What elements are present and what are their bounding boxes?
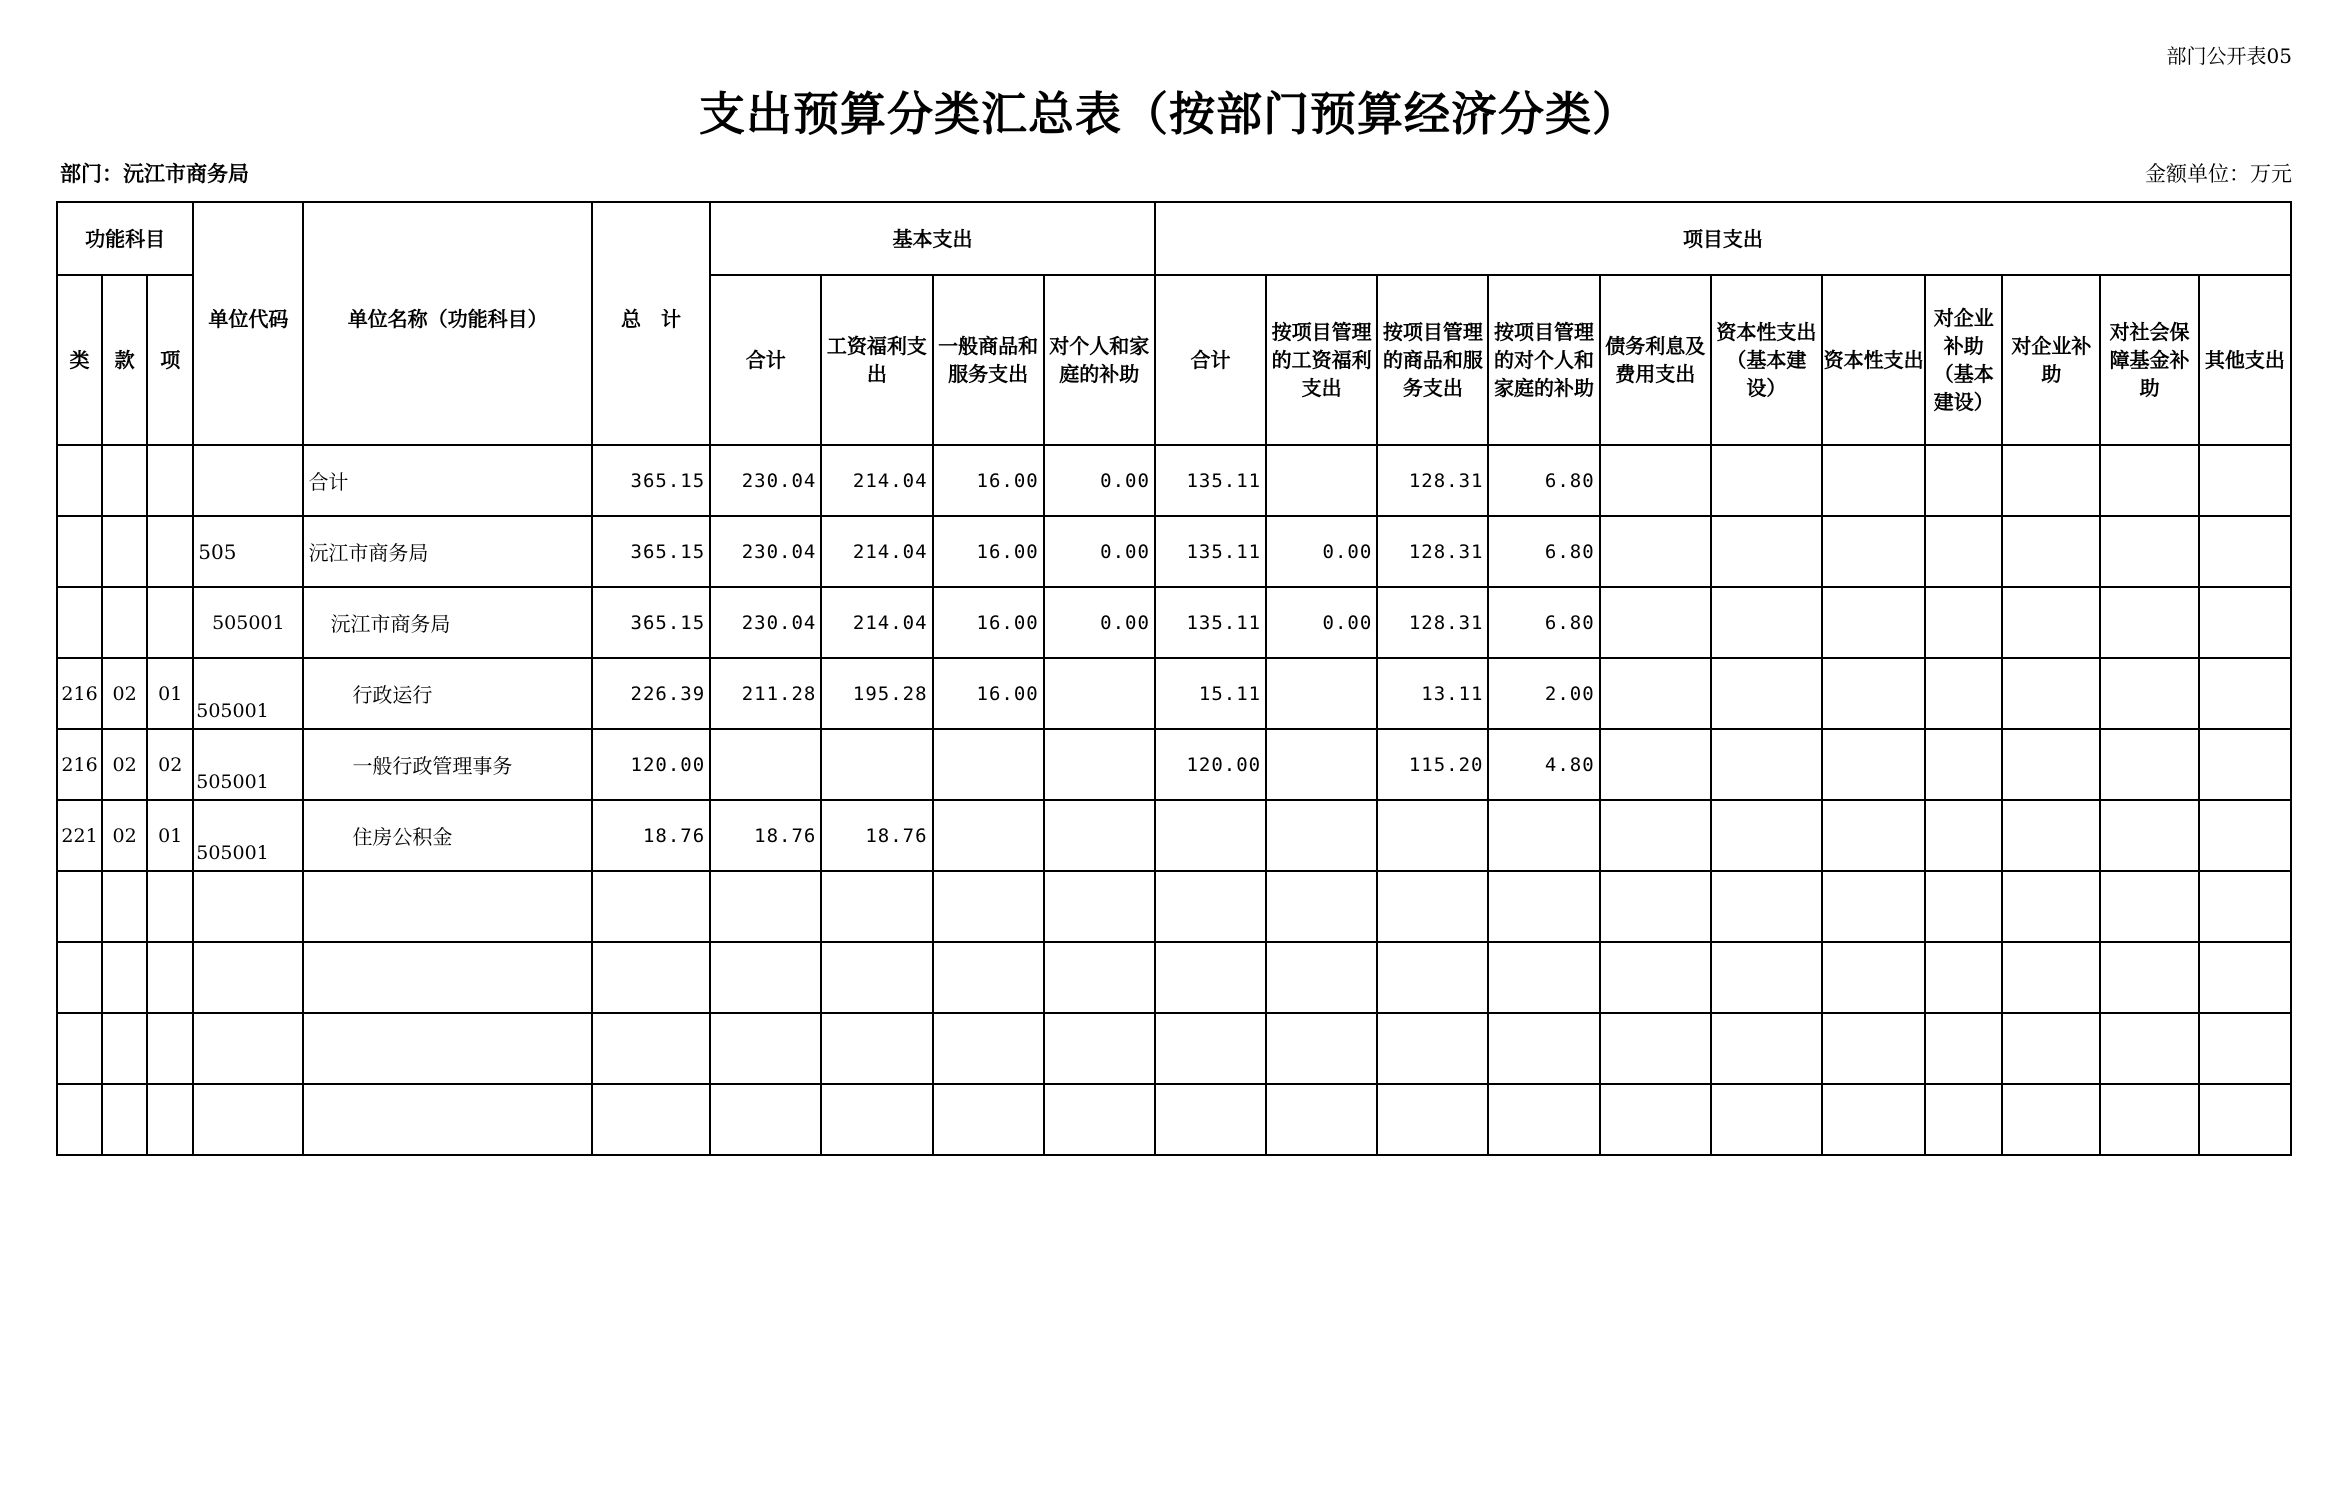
cell-b-sum: 230.04 [710,445,821,516]
cell-unit-name: 一般行政管理事务 [303,729,592,800]
empty-cell [1377,1013,1488,1084]
cell-b-sum: 18.76 [710,800,821,871]
cell-xiang [147,445,193,516]
cell-unit-name: 沅江市商务局 [303,516,592,587]
header-total: 总 计 [592,202,710,445]
header-project-enterprise: 对企业补助 [2002,275,2100,445]
cell-p-cap [1822,445,1925,516]
cell-p-ent_base [1925,445,2002,516]
cell-b-goods [933,800,1044,871]
cell-p-goods [1377,800,1488,871]
header-project-debt: 债务利息及费用支出 [1600,275,1711,445]
empty-cell [1600,942,1711,1013]
empty-cell [933,871,1044,942]
cell-p-debt [1600,658,1711,729]
empty-cell [102,942,147,1013]
empty-cell [1266,1013,1377,1084]
cell-p-goods: 128.31 [1377,516,1488,587]
cell-b-sum: 230.04 [710,587,821,658]
empty-cell [147,1013,193,1084]
cell-p-other [2199,658,2291,729]
cell-p-personal: 6.80 [1488,445,1599,516]
empty-cell [1925,1084,2002,1155]
empty-cell [592,1013,710,1084]
cell-p-sum: 15.11 [1155,658,1266,729]
cell-unit-code: 505 [193,516,303,587]
cell-p-cap_base [1711,587,1822,658]
cell-kuan [102,516,147,587]
header-project-goods: 按项目管理的商品和服务支出 [1377,275,1488,445]
cell-p-goods: 128.31 [1377,587,1488,658]
cell-p-wage [1266,729,1377,800]
cell-kuan [102,445,147,516]
empty-cell [821,1084,932,1155]
cell-lei: 216 [57,729,102,800]
cell-p-ent [2002,658,2100,729]
cell-unit-name: 沅江市商务局 [303,587,592,658]
empty-cell [193,1084,303,1155]
cell-p-cap [1822,516,1925,587]
cell-p-ent [2002,516,2100,587]
cell-p-debt [1600,587,1711,658]
cell-p-ent_base [1925,587,2002,658]
cell-b-goods [933,729,1044,800]
cell-b-personal: 0.00 [1044,516,1155,587]
empty-cell [821,942,932,1013]
cell-p-social [2100,445,2198,516]
budget-table [56,201,2292,1156]
empty-cell [57,1084,102,1155]
empty-cell [303,942,592,1013]
empty-cell [102,1013,147,1084]
cell-p-other [2199,445,2291,516]
cell-xiang [147,516,193,587]
header-project-capital: 资本性支出 [1822,275,1925,445]
header-project-personal: 按项目管理的对个人和家庭的补助 [1488,275,1599,445]
cell-p-sum: 135.11 [1155,587,1266,658]
empty-cell [57,1013,102,1084]
cell-p-ent [2002,587,2100,658]
cell-p-cap_base [1711,445,1822,516]
empty-cell [1822,942,1925,1013]
cell-p-ent_base [1925,729,2002,800]
cell-total: 365.15 [592,587,710,658]
empty-cell [710,1013,821,1084]
empty-cell [1155,871,1266,942]
header-kuan: 款 [102,275,147,445]
cell-p-social [2100,658,2198,729]
empty-cell [147,942,193,1013]
empty-cell [147,1084,193,1155]
cell-total: 120.00 [592,729,710,800]
table-row [57,658,2291,729]
empty-cell [1044,1013,1155,1084]
cell-p-sum [1155,800,1266,871]
header-unit-name: 单位名称（功能科目） [303,202,592,445]
empty-cell [2002,1084,2100,1155]
empty-cell [102,871,147,942]
table-row [57,800,2291,871]
header-project-expenditure: 项目支出 [1155,202,2291,275]
cell-p-social [2100,729,2198,800]
cell-unit-name: 行政运行 [303,658,592,729]
cell-p-social [2100,516,2198,587]
empty-cell [57,871,102,942]
empty-cell [821,871,932,942]
cell-kuan: 02 [102,800,147,871]
empty-row [57,1013,2291,1084]
empty-cell [303,1013,592,1084]
empty-cell [1155,1013,1266,1084]
cell-b-wage: 214.04 [821,587,932,658]
empty-row [57,942,2291,1013]
empty-cell [2199,942,2291,1013]
cell-b-goods: 16.00 [933,658,1044,729]
cell-b-wage: 214.04 [821,516,932,587]
empty-cell [1377,871,1488,942]
cell-xiang: 01 [147,658,193,729]
header-xiang: 项 [147,275,193,445]
cell-p-debt [1600,516,1711,587]
cell-p-goods: 13.11 [1377,658,1488,729]
empty-cell [303,1084,592,1155]
header-basic-goods: 一般商品和服务支出 [933,275,1044,445]
cell-p-wage [1266,658,1377,729]
cell-total: 365.15 [592,516,710,587]
header-project-capital-base: 资本性支出（基本建设） [1711,275,1822,445]
cell-kuan: 02 [102,658,147,729]
empty-cell [1600,1084,1711,1155]
header-func-subject: 功能科目 [57,202,193,275]
empty-row [57,1084,2291,1155]
cell-kuan [102,587,147,658]
header-project-social: 对社会保障基金补助 [2100,275,2198,445]
empty-cell [1377,942,1488,1013]
cell-b-goods: 16.00 [933,445,1044,516]
empty-cell [1488,1084,1599,1155]
cell-total: 18.76 [592,800,710,871]
empty-cell [1822,1084,1925,1155]
empty-cell [1488,1013,1599,1084]
empty-cell [1711,871,1822,942]
table-row [57,516,2291,587]
header-basic-personal: 对个人和家庭的补助 [1044,275,1155,445]
cell-p-ent [2002,729,2100,800]
empty-cell [710,942,821,1013]
cell-p-cap [1822,587,1925,658]
header-row-1 [57,202,2291,275]
cell-unit-code: 505001 [193,729,303,800]
empty-cell [2100,1084,2198,1155]
empty-cell [710,1084,821,1155]
cell-b-wage [821,729,932,800]
cell-p-social [2100,800,2198,871]
cell-b-sum: 211.28 [710,658,821,729]
cell-p-debt [1600,800,1711,871]
header-project-wage: 按项目管理的工资福利支出 [1266,275,1377,445]
cell-b-goods: 16.00 [933,516,1044,587]
cell-p-ent [2002,445,2100,516]
empty-cell [1600,1013,1711,1084]
cell-p-sum: 120.00 [1155,729,1266,800]
cell-b-personal [1044,729,1155,800]
empty-cell [1155,942,1266,1013]
header-project-other: 其他支出 [2199,275,2291,445]
cell-lei [57,516,102,587]
cell-unit-code [193,445,303,516]
empty-cell [592,871,710,942]
empty-cell [933,942,1044,1013]
table-row [57,587,2291,658]
table-row [57,445,2291,516]
department-label: 部门：沅江市商务局 [60,162,249,186]
empty-cell [2199,871,2291,942]
empty-cell [2199,1013,2291,1084]
cell-lei: 221 [57,800,102,871]
empty-cell [2002,942,2100,1013]
cell-p-other [2199,516,2291,587]
empty-cell [1711,942,1822,1013]
empty-cell [2100,942,2198,1013]
cell-p-goods: 115.20 [1377,729,1488,800]
cell-p-other [2199,587,2291,658]
cell-p-sum: 135.11 [1155,516,1266,587]
empty-cell [193,942,303,1013]
empty-cell [2100,871,2198,942]
header-project-enterprise-base: 对企业补助（基本建设） [1925,275,2002,445]
empty-cell [303,871,592,942]
cell-lei: 216 [57,658,102,729]
cell-b-personal: 0.00 [1044,445,1155,516]
cell-b-goods: 16.00 [933,587,1044,658]
empty-cell [1711,1084,1822,1155]
cell-unit-name: 住房公积金 [303,800,592,871]
cell-p-wage: 0.00 [1266,587,1377,658]
empty-cell [933,1013,1044,1084]
cell-p-goods: 128.31 [1377,445,1488,516]
empty-cell [1488,942,1599,1013]
cell-p-cap [1822,729,1925,800]
cell-p-wage [1266,800,1377,871]
cell-b-wage: 214.04 [821,445,932,516]
cell-unit-code: 505001 [193,800,303,871]
empty-cell [193,871,303,942]
header-basic-expenditure: 基本支出 [710,202,1155,275]
empty-cell [1822,1013,1925,1084]
empty-cell [2199,1084,2291,1155]
cell-p-cap_base [1711,516,1822,587]
cell-p-personal: 6.80 [1488,516,1599,587]
empty-cell [2002,871,2100,942]
empty-cell [1266,1084,1377,1155]
cell-p-ent_base [1925,516,2002,587]
cell-unit-code: 505001 [193,658,303,729]
empty-cell [1044,871,1155,942]
empty-cell [592,1084,710,1155]
empty-cell [1044,1084,1155,1155]
empty-cell [57,942,102,1013]
cell-p-ent_base [1925,800,2002,871]
cell-p-social [2100,587,2198,658]
table-row [57,729,2291,800]
form-number: 部门公开表05 [2166,44,2292,68]
cell-b-personal [1044,800,1155,871]
empty-cell [193,1013,303,1084]
cell-p-sum: 135.11 [1155,445,1266,516]
cell-p-cap [1822,800,1925,871]
cell-total: 226.39 [592,658,710,729]
cell-p-personal [1488,800,1599,871]
empty-cell [710,871,821,942]
cell-p-personal: 4.80 [1488,729,1599,800]
page-title: 支出预算分类汇总表（按部门预算经济分类） [699,87,1639,141]
cell-p-other [2199,800,2291,871]
empty-cell [1711,1013,1822,1084]
empty-cell [2002,1013,2100,1084]
cell-unit-name: 合计 [303,445,592,516]
cell-b-wage: 18.76 [821,800,932,871]
cell-p-ent [2002,800,2100,871]
header-project-sum: 合计 [1155,275,1266,445]
empty-cell [1925,1013,2002,1084]
cell-p-cap_base [1711,800,1822,871]
cell-p-other [2199,729,2291,800]
empty-cell [1925,942,2002,1013]
amount-unit-label: 金额单位：万元 [2145,162,2292,186]
empty-cell [102,1084,147,1155]
cell-p-cap_base [1711,729,1822,800]
cell-lei [57,587,102,658]
empty-cell [933,1084,1044,1155]
cell-p-debt [1600,445,1711,516]
header-lei: 类 [57,275,102,445]
cell-b-wage: 195.28 [821,658,932,729]
empty-cell [1377,1084,1488,1155]
empty-cell [1822,871,1925,942]
empty-cell [821,1013,932,1084]
cell-p-personal: 6.80 [1488,587,1599,658]
cell-b-sum: 230.04 [710,516,821,587]
empty-cell [1488,871,1599,942]
empty-row [57,871,2291,942]
cell-unit-code: 505001 [193,587,303,658]
cell-p-debt [1600,729,1711,800]
cell-xiang: 02 [147,729,193,800]
cell-xiang: 01 [147,800,193,871]
header-basic-wage: 工资福利支出 [821,275,932,445]
cell-b-personal [1044,658,1155,729]
cell-b-sum [710,729,821,800]
cell-p-ent_base [1925,658,2002,729]
cell-p-wage: 0.00 [1266,516,1377,587]
cell-kuan: 02 [102,729,147,800]
empty-cell [2100,1013,2198,1084]
empty-cell [147,871,193,942]
cell-lei [57,445,102,516]
cell-total: 365.15 [592,445,710,516]
cell-p-cap [1822,658,1925,729]
empty-cell [592,942,710,1013]
empty-cell [1600,871,1711,942]
cell-p-personal: 2.00 [1488,658,1599,729]
cell-p-cap_base [1711,658,1822,729]
cell-b-personal: 0.00 [1044,587,1155,658]
cell-xiang [147,587,193,658]
header-unit-code: 单位代码 [193,202,303,445]
empty-cell [1266,871,1377,942]
empty-cell [1044,942,1155,1013]
empty-cell [1155,1084,1266,1155]
empty-cell [1925,871,2002,942]
header-basic-sum: 合计 [710,275,821,445]
empty-cell [1266,942,1377,1013]
cell-p-wage [1266,445,1377,516]
